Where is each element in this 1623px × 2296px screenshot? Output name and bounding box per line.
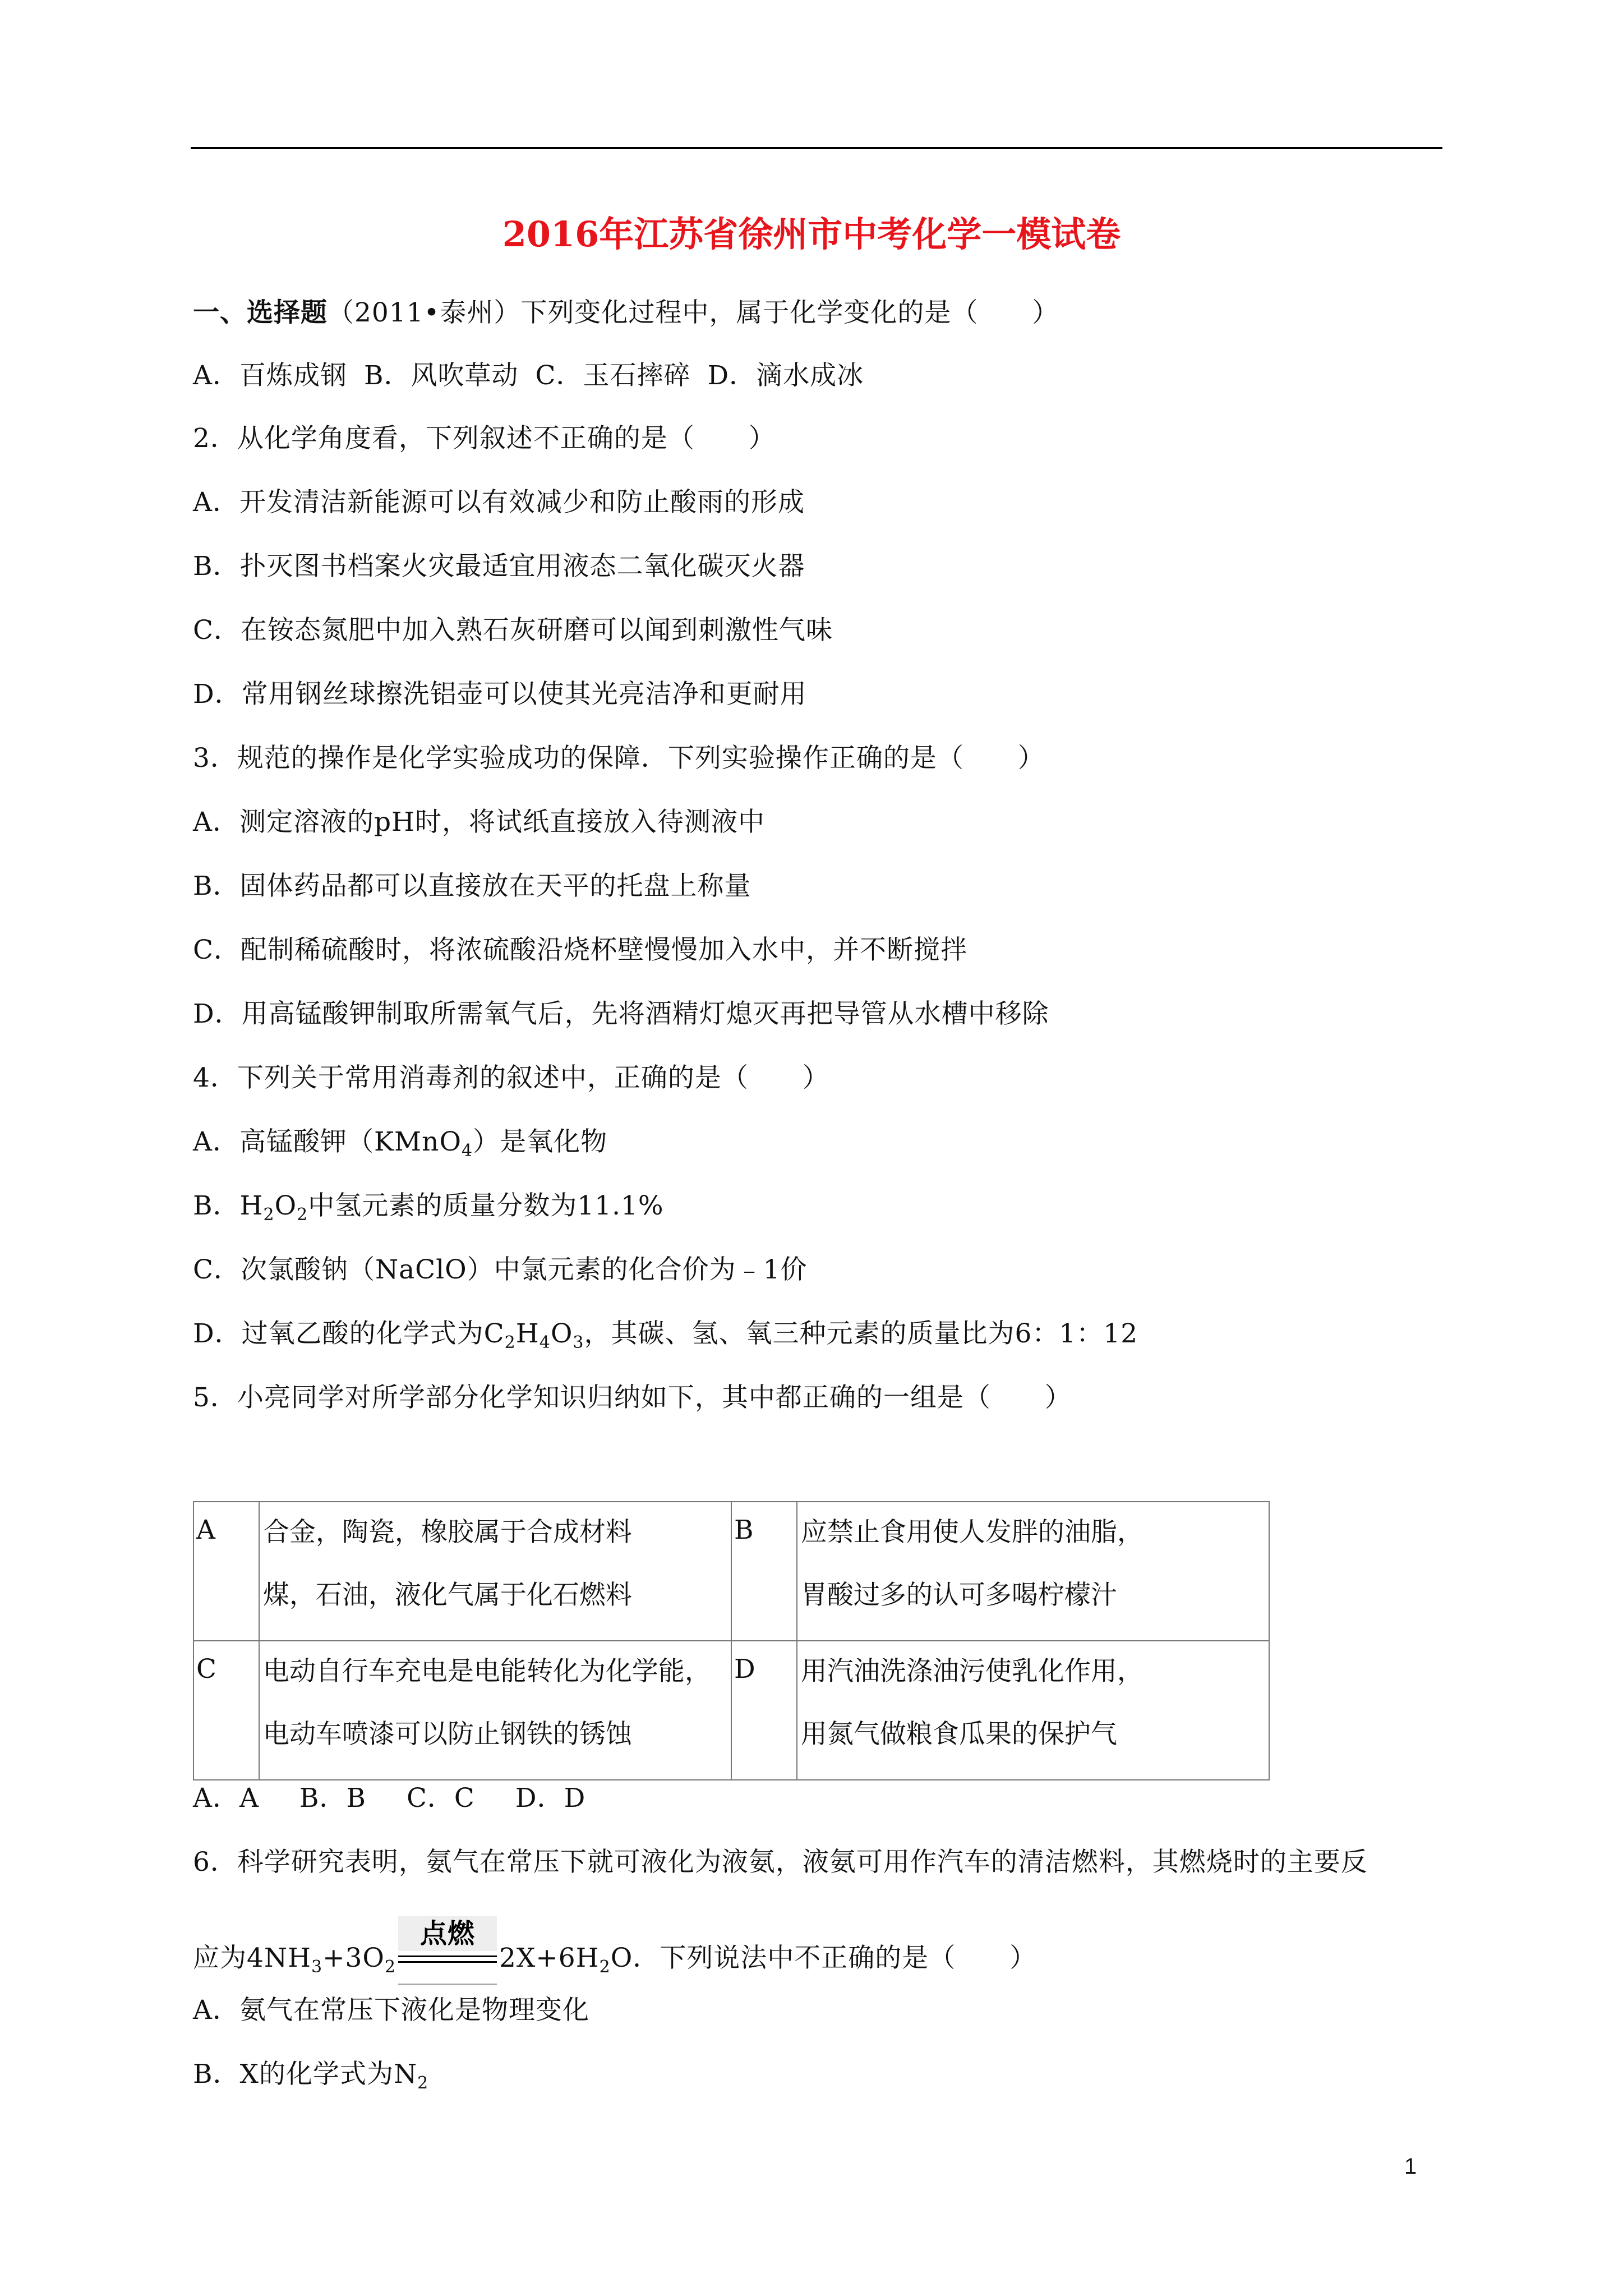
option-b: B．风吹草动: [363, 360, 519, 391]
option-a: A．百炼成钢: [193, 360, 347, 391]
question-6-option-b: B．X的化学式为$N_2$: [193, 2059, 429, 2093]
question-5-stem: 5．小亮同学对所学部分化学知识归纳如下，其中都正确的一组是（ ）: [193, 1382, 1072, 1413]
page-title: 2016年江苏省徐州市中考化学一模试卷: [502, 214, 1121, 255]
table-cell-a: 合金，陶瓷，橡胶属于合成材料 煤，石油，液化气属于化石燃料: [259, 1502, 731, 1641]
option-b: B．B: [299, 1783, 366, 1814]
question-2-option-b: B．扑灭图书档案火灾最适宜用液态二氧化碳灭火器: [193, 551, 805, 582]
equals-sign-bottom: [398, 1961, 497, 1963]
question-4-option-b: B．$H_2O_2$中氢元素的质量分数为11.1%: [193, 1190, 664, 1225]
question-3-stem: 3．规范的操作是化学实验成功的保障．下列实验操作正确的是（ ）: [193, 743, 1045, 774]
table-cell-c: 电动自行车充电是电能转化为化学能， 电动车喷漆可以防止钢铁的锈蚀: [259, 1641, 731, 1780]
question-4-stem: 4．下列关于常用消毒剂的叙述中，正确的是（ ）: [193, 1062, 829, 1093]
question-3-option-a: A．测定溶液的pH时，将试纸直接放入待测液中: [193, 807, 766, 838]
question-3-option-c: C．配制稀硫酸时，将浓硫酸沿烧杯壁慢慢加入水中，并不断搅拌: [193, 935, 967, 965]
table-cell-b: 应禁止食用使人发胖的油脂， 胃酸过多的认可多喝柠檬汁: [797, 1502, 1269, 1641]
option-d: D．滴水成冰: [707, 360, 864, 391]
question-1-text: （2011•泰州）下列变化过程中，属于化学变化的是（ ）: [328, 297, 1059, 328]
question-2-option-d: D．常用钢丝球擦洗铝壶可以使其光亮洁净和更耐用: [193, 679, 807, 710]
page-number: 1: [1404, 2154, 1417, 2179]
question-6-line-1: 6．科学研究表明，氨气在常压下就可液化为液氨，液氨可用作汽车的清洁燃料，其燃烧时的主要反: [193, 1847, 1368, 1878]
table-label-b: B: [731, 1502, 797, 1641]
section-heading: 一、选择题: [193, 297, 328, 328]
option-c: C．C: [406, 1783, 475, 1814]
question-4-option-d: D．过氧乙酸的化学式为$C_2H_4O_3$，其碳、氢、氧三种元素的质量比为6：1：12: [193, 1318, 1138, 1352]
condition-label: 点燃: [398, 1916, 497, 1951]
question-4-option-a: A．高锰酸钾（KMnO$_4$）是氧化物: [193, 1126, 608, 1161]
question-1-options: [193, 358, 880, 394]
table-label-d: D: [731, 1641, 797, 1780]
option-a: A．A: [193, 1783, 259, 1814]
question-6-option-a: A．氨气在常压下液化是物理变化: [193, 1995, 589, 2026]
table-row: [193, 1502, 1269, 1641]
question-2-option-c: C．在铵态氮肥中加入熟石灰研磨可以闻到刺激性气味: [193, 615, 833, 646]
question-5-options: [193, 1780, 602, 1816]
option-c: C．玉石摔碎: [535, 360, 691, 391]
condition-underline: [398, 1984, 497, 1985]
question-4-option-c: C．次氯酸钠（NaClO）中氯元素的化合价为﹣1价: [193, 1254, 808, 1285]
question-1-stem: [193, 295, 1059, 331]
question-2-option-a: A．开发清洁新能源可以有效减少和防止酸雨的形成: [193, 487, 805, 518]
table-row: [193, 1641, 1269, 1780]
question-3-option-d: D．用高锰酸钾制取所需氧气后，先将酒精灯熄灭再把导管从水槽中移除: [193, 999, 1049, 1029]
reaction-condition: [398, 1916, 497, 1984]
equals-sign-top: [398, 1955, 497, 1957]
header-rule: [191, 147, 1442, 149]
table-label-a: A: [193, 1502, 259, 1641]
question-6-line-2: 应为$4NH_3+3O_2$ 点燃 $2X+6H_2O$．下列说法中不正确的是（ ）: [193, 1916, 1036, 1984]
table-cell-d: 用汽油洗涤油污使乳化作用， 用氮气做粮食瓜果的保护气: [797, 1641, 1269, 1780]
question-2-stem: 2．从化学角度看，下列叙述不正确的是（ ）: [193, 423, 776, 454]
option-d: D．D: [515, 1783, 586, 1814]
question-3-option-b: B．固体药品都可以直接放在天平的托盘上称量: [193, 871, 751, 901]
table-label-c: C: [193, 1641, 259, 1780]
knowledge-table: [193, 1501, 1270, 1780]
